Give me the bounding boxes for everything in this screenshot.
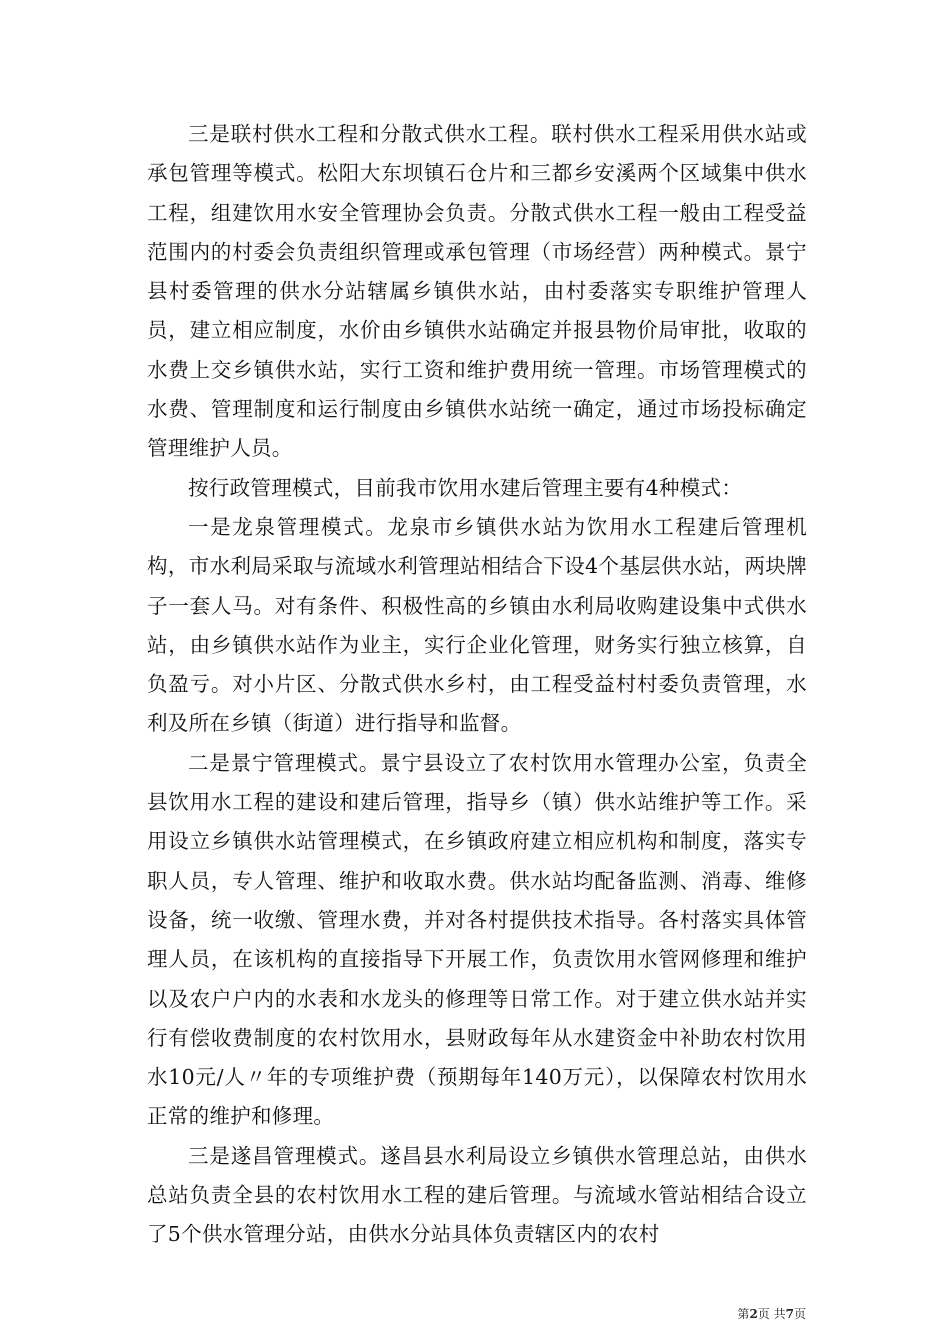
paragraph-joint-village-water-supply: 三是联村供水工程和分散式供水工程。联村供水工程采用供水站或承包管理等模式。松阳大东坝镇石仓片和三都乡安溪两个区域集中供水工程，组建饮用水安全管理协会负责。分散式供水工程一般由工程受益范围内的村委会负责组织管理或承包管理（市场经营）两种模式。景宁县村委管理的供水分站辖属乡镇供水站，由村委落实专职维护管理人员，建立相应制度，水价由乡镇供水站确定并报县物价局审批，收取的水费上交乡镇供水站，实行工资和维护费用统一管理。市场管理模式的水费、管理制度和运行制度由乡镇供水站统一确定，通过市场投标确定管理维护人员。 (147, 122, 807, 461)
footer-prefix: 第 (737, 1307, 750, 1321)
paragraph-longquan-model: 一是龙泉管理模式。龙泉市乡镇供水站为饮用水工程建后管理机构，市水利局采取与流域水利管理站相结合下设4个基层供水站，两块牌子一套人马。对有条件、积极性高的乡镇由水利局收购建设集中式供水站，由乡镇供水站作为业主，实行企业化管理，财务实行独立核算，自负盈亏。对小片区、分散式供水乡村，由工程受益村村委负责管理，水利及所在乡镇（街道）进行指导和监督。 (147, 514, 807, 736)
paragraph-jingning-model: 二是景宁管理模式。景宁县设立了农村饮用水管理办公室，负责全县饮用水工程的建设和建后管理，指导乡（镇）供水站维护等工作。采用设立乡镇供水站管理模式，在乡镇政府建立相应机构和制度，落实专职人员，专人管理、维护和收取水费。供水站均配备监测、消毒、维修设备，统一收缴、管理水费，并对各村提供技术指导。各村落实具体管理人员，在该机构的直接指导下开展工作，负责饮用水管网修理和维护以及农户户内的水表和水龙头的修理等日常工作。对于建立供水站并实行有偿收费制度的农村饮用水，县财政每年从水建资金中补助农村饮用水10元/人〃年的专项维护费（预期每年140万元），以保障农村饮用水正常的维护和修理。 (147, 750, 807, 1129)
footer-current-page: 2 (749, 1307, 758, 1321)
document-body (147, 115, 807, 1255)
footer-suffix: 页 (793, 1307, 806, 1321)
paragraph-suichang-model: 三是遂昌管理模式。遂昌县水利局设立乡镇供水管理总站，由供水总站负责全县的农村饮用水工程的建后管理。与流域水管站相结合设立了5个供水管理分站，由供水分站具体负责辖区内的农村 (147, 1143, 807, 1247)
footer-total-pages: 7 (785, 1307, 794, 1321)
paragraph-admin-management-intro: 按行政管理模式，目前我市饮用水建后管理主要有4种模式： (188, 475, 743, 500)
page-footer (737, 1305, 806, 1322)
footer-middle: 页 共 (757, 1307, 786, 1321)
